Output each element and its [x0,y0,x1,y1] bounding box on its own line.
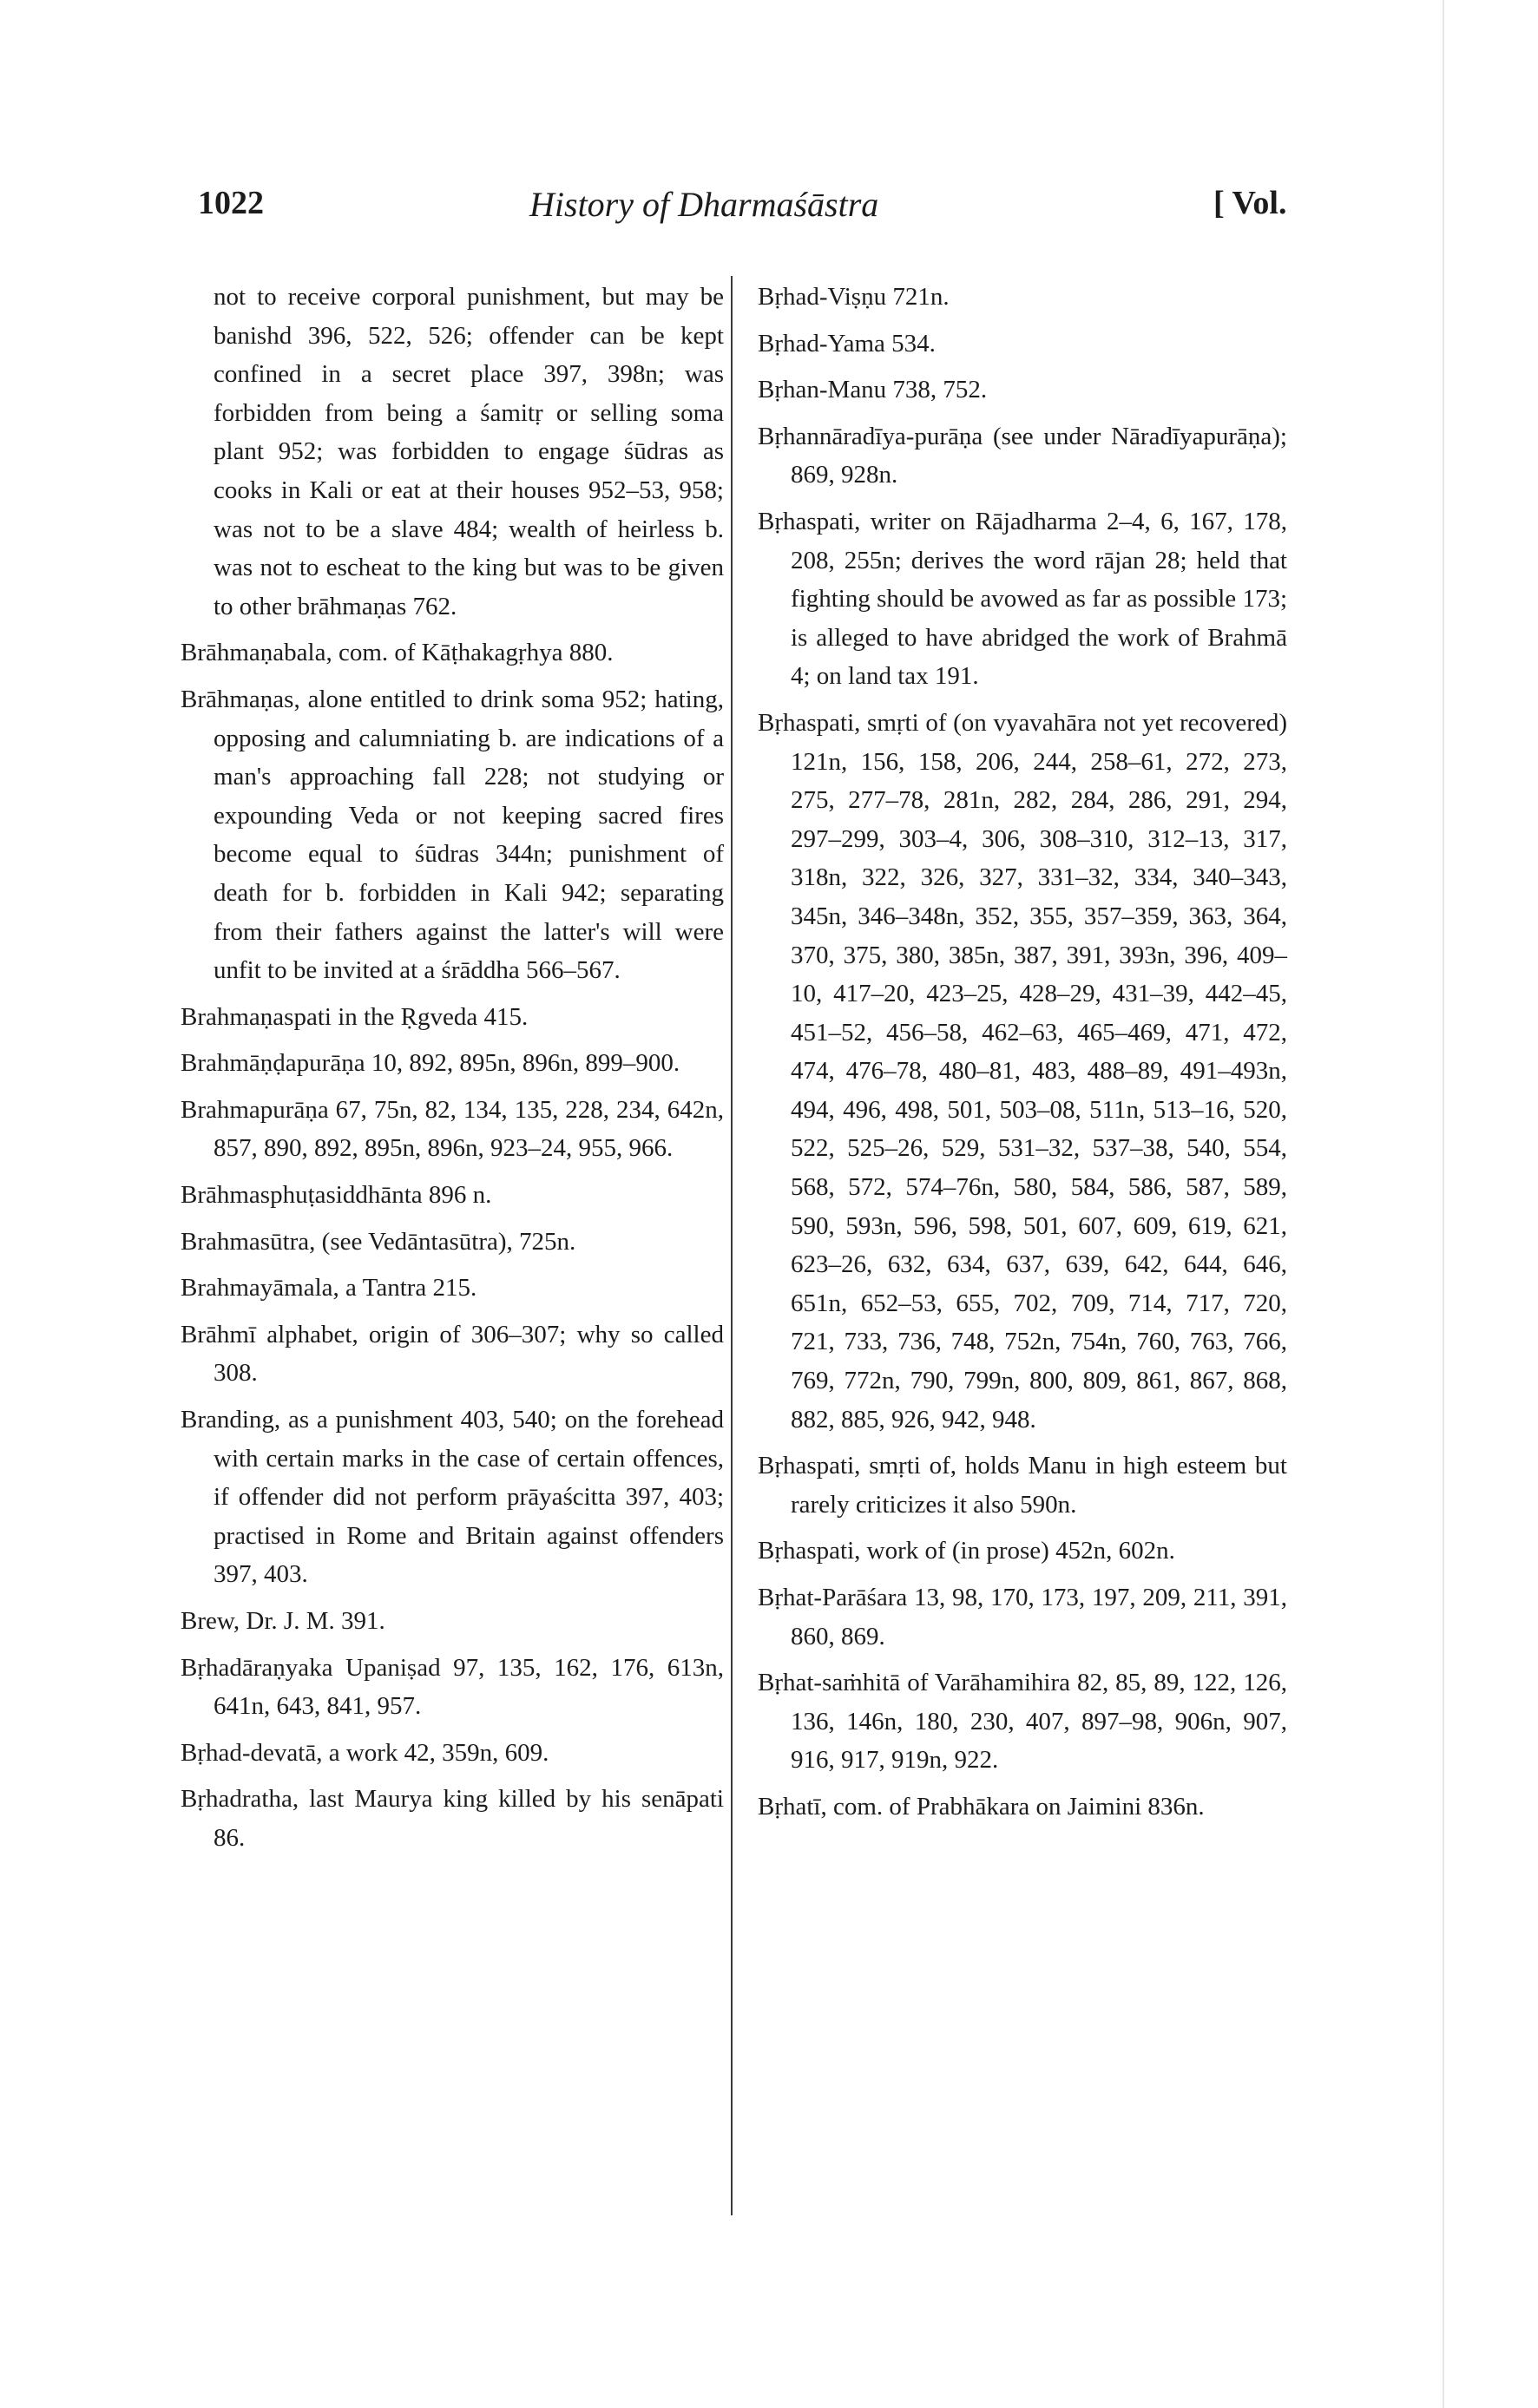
left-index-column [181,278,724,1866]
index-entry: Brahmāṇḍapurāṇa 10, 892, 895n, 896n, 899–900. [181,1049,680,1078]
page-edge-line [1443,0,1444,2408]
index-entry: Brew, Dr. J. M. 391. [181,1607,385,1635]
index-entry: Bṛhan-Manu 738, 752. [758,376,988,404]
index-entry: Bṛhadāraṇyaka Upaniṣad 97, 135, 162, 176, 613n, 641n, 643, 841, 957. [181,1653,724,1721]
index-entry: Brāhmaṇas, alone entitled to drink soma 952; hating, opposing and calumniating b. are indications of a man's approaching fall 228; not studying or expounding Veda or not keeping sacred fires become equal to śūdras 344n; punishment of death for b. forbidden in Kali 942; separating from their fathers against the latter's will were unfit to be invited at a śrāddha 566–567. [181,685,724,985]
index-entry: Brāhmī alphabet, origin of 306–307; why so called 308. [181,1320,724,1388]
index-entry: Bṛhat-saṁhitā of Varāhamihira 82, 85, 89, 122, 126, 136, 146n, 180, 230, 407, 897–98, 906n, 907, 916, 917, 919n, 922. [758,1669,1287,1775]
index-entry: Bṛhad-Viṣṇu 721n. [758,283,950,311]
volume-label: [ Vol. [1213,185,1287,221]
index-entry: Bṛhaspati, work of (in prose) 452n, 602n. [758,1537,1175,1565]
index-entry: Bṛhat-Parāśara 13, 98, 170, 173, 197, 209, 211, 391, 860, 869. [758,1584,1287,1650]
index-entry: Bṛhad-Yama 534. [758,329,936,358]
index-entry: Brahmasūtra, (see Vedāntasūtra), 725n. [181,1227,576,1256]
index-entry: Bṛhaspati, smṛti of, holds Manu in high esteem but rarely criticizes it also 590n. [758,1452,1287,1519]
index-entry: Bṛhaspati, smṛti of (on vyavahāra not yet recovered) 121n, 156, 158, 206, 244, 258–61, 272, 273, 275, 277–78, 281n, 282, 284, 286, 291, 294, 297–299, 303–4, 306, 308–310, 312–13, 317, 318n, 322, 326, 327, 331–32, 334, 340–343, 345n, 346–348n, 352, 355, 357–359, 363, 364, 370, 375, 380, 385n, 387, 391, 393n, 396, 409–10, 417–20, 423–25, 428–29, 431–39, 442–45, 451–52, 456–58, 462–63, 465–469, 471, 472, 474, 476–78, 480–81, 483, 488–89, 491–493n, 494, 496, 498, 501, 503–08, 511n, 513–16, 520, 522, 525–26, 529, 531–32, 537–38, 540, 554, 568, 572, 574–76n, 580, 584, 586, 587, 589, 590, 593n, 596, 598, 501, 607, 609, 619, 621, 623–26, 632, 634, 637, 639, 642, 644, 646, 651n, 652–53, 655, 702, 709, 714, 717, 720, 721, 733, 736, 748, 752n, 754n, 760, 763, 766, 769, 772n, 790, 799n, 800, 809, 861, 867, 868, 882, 885, 926, 942, 948. [758,708,1287,1434]
index-entry: Bṛhatī, com. of Prabhākara on Jaimini 836n. [758,1792,1205,1821]
index-entry: Branding, as a punishment 403, 540; on the forehead with certain marks in the case of certain offences, if offender did not perform prāyaścitta 397, 403; practised in Rome and Britain against offenders 397, 403. [181,1406,724,1589]
running-title: History of Dharmaśāstra [529,185,879,224]
index-entry: Bṛhaspati, writer on Rājadharma 2–4, 6, 167, 178, 208, 255n; derives the word rājan 28; held that fighting should be avowed as far as possible 173; is alleged to have abridged the work of Brahmā 4; on land tax 191. [758,507,1287,691]
index-entry: Brāhmasphuṭasiddhānta 896 n. [181,1181,492,1210]
page-header [0,184,1538,236]
index-entry: Bṛhadratha, last Maurya king killed by his senāpati 86. [181,1785,724,1852]
column-divider [731,276,733,2215]
right-index-column [758,278,1287,1834]
index-entry: Brahmayāmala, a Tantra 215. [181,1274,477,1302]
index-entry: Brahmapurāṇa 67, 75n, 82, 134, 135, 228, 234, 642n, 857, 890, 892, 895n, 896n, 923–24, 955, 966. [181,1095,724,1163]
index-entry: Brāhmaṇabala, com. of Kāṭhakagṛhya 880. [181,639,614,667]
page-number: 1022 [198,185,264,221]
index-entry: Bṛhannāradīya-purāṇa (see under Nāradīyapurāṇa); 869, 928n. [758,422,1287,489]
index-entry: Brahmaṇaspati in the Ṛgveda 415. [181,1002,529,1031]
index-entry: Bṛhad-devatā, a work 42, 359n, 609. [181,1738,549,1767]
index-entry: not to receive corporal punishment, but may be banishd 396, 522, 526; offender can be kept confined in a secret place 397, 398n; was forbidden from being a śamitṛ or selling soma plant 952; was forbidden to engage śūdras as cooks in Kali or eat at their houses 952–53, 958; was not to be a slave 484; wealth of heirless b. was not to escheat to the king but was to be given to other brāhmaṇas 762. [214,283,724,620]
